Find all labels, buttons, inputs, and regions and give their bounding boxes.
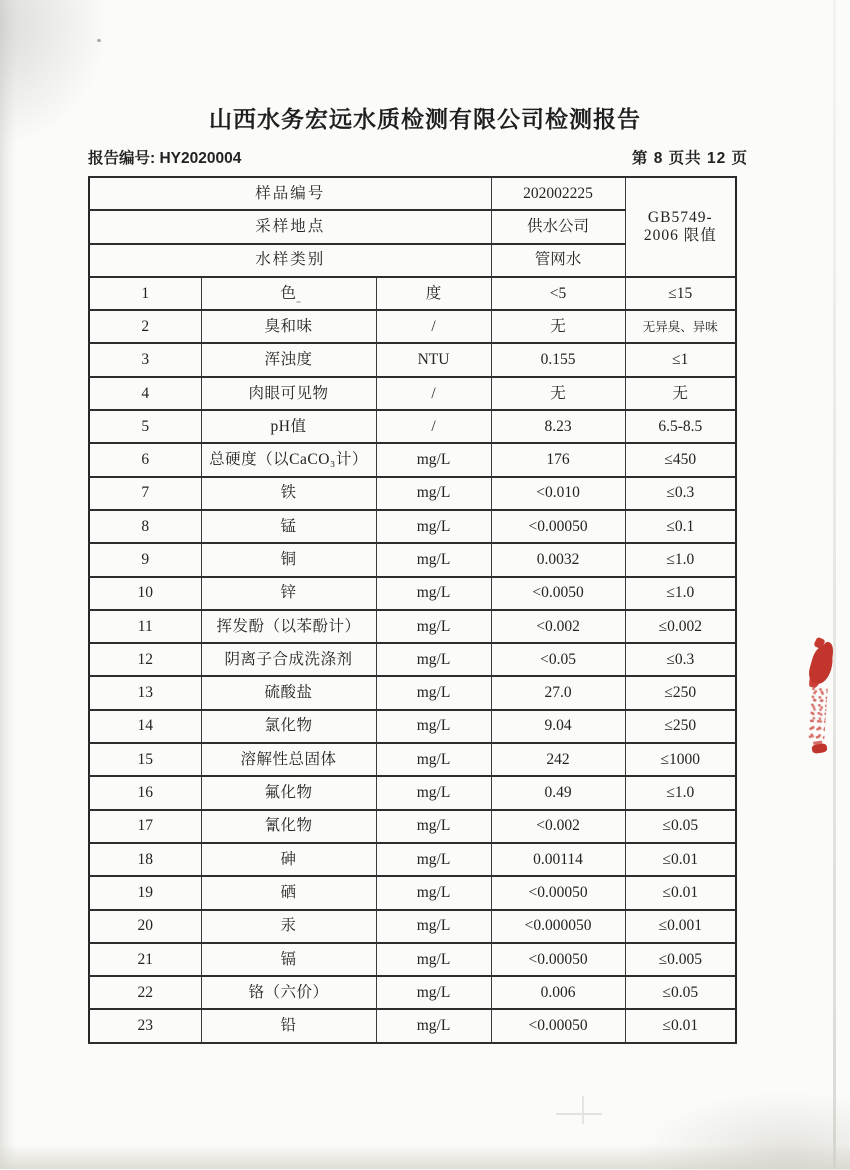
unit-value: mg/L bbox=[376, 943, 491, 976]
row-number: 13 bbox=[89, 676, 201, 709]
limit-value: ≤250 bbox=[625, 710, 736, 743]
red-seal-blob-top bbox=[806, 644, 837, 686]
parameter-name: 硒 bbox=[201, 876, 376, 909]
result-value: 0.00114 bbox=[491, 843, 625, 876]
sampling-site-value: 供水公司 bbox=[491, 210, 625, 243]
table-row bbox=[89, 377, 736, 410]
parameter-name: 锰 bbox=[201, 510, 376, 543]
limit-header-line1: GB5749- bbox=[647, 209, 713, 227]
table-row bbox=[89, 610, 736, 643]
red-seal-speckle bbox=[808, 688, 828, 741]
result-value: 无 bbox=[491, 310, 625, 343]
row-number: 10 bbox=[89, 577, 201, 610]
row-number: 22 bbox=[89, 976, 201, 1009]
parameter-name: 色 bbox=[201, 277, 376, 310]
limit-value: ≤0.05 bbox=[625, 976, 736, 1009]
result-value: <0.0050 bbox=[491, 577, 625, 610]
result-value: 176 bbox=[491, 443, 625, 476]
result-value: <0.002 bbox=[491, 610, 625, 643]
parameter-name: 氰化物 bbox=[201, 810, 376, 843]
limit-value: ≤15 bbox=[625, 277, 736, 310]
parameter-name: 铅 bbox=[201, 1009, 376, 1042]
parameter-name: 铁 bbox=[201, 477, 376, 510]
table-row bbox=[89, 577, 736, 610]
row-number: 20 bbox=[89, 910, 201, 943]
result-value: <0.05 bbox=[491, 643, 625, 676]
water-quality-results-table bbox=[88, 176, 737, 1044]
parameter-name: 铜 bbox=[201, 543, 376, 576]
table-row bbox=[89, 976, 736, 1009]
parameter-name: 砷 bbox=[201, 843, 376, 876]
row-number: 7 bbox=[89, 477, 201, 510]
limit-value: ≤1 bbox=[625, 343, 736, 376]
unit-value: / bbox=[376, 410, 491, 443]
limit-value: ≤0.3 bbox=[625, 643, 736, 676]
unit-value: 度 bbox=[376, 277, 491, 310]
limit-header-line2: 2006 限值 bbox=[643, 226, 717, 244]
unit-value: mg/L bbox=[376, 876, 491, 909]
table-row bbox=[89, 343, 736, 376]
table-row bbox=[89, 477, 736, 510]
limit-value: ≤0.001 bbox=[625, 910, 736, 943]
parameter-name: 汞 bbox=[201, 910, 376, 943]
parameter-name: 镉 bbox=[201, 943, 376, 976]
result-value: 8.23 bbox=[491, 410, 625, 443]
unit-value: / bbox=[376, 310, 491, 343]
table-row bbox=[89, 277, 736, 310]
parameter-name: 阴离子合成洗涤剂 bbox=[201, 643, 376, 676]
result-value: <0.000050 bbox=[491, 910, 625, 943]
limit-value: ≤250 bbox=[625, 676, 736, 709]
row-number: 18 bbox=[89, 843, 201, 876]
limit-value: ≤450 bbox=[625, 443, 736, 476]
table-row bbox=[89, 1009, 736, 1042]
parameter-name: 锌 bbox=[201, 577, 376, 610]
parameter-name: 肉眼可见物 bbox=[201, 377, 376, 410]
row-number: 6 bbox=[89, 443, 201, 476]
sample-id-value: 202002225 bbox=[491, 177, 625, 210]
unit-value: mg/L bbox=[376, 776, 491, 809]
unit-value: mg/L bbox=[376, 976, 491, 1009]
row-number: 21 bbox=[89, 943, 201, 976]
results-header bbox=[89, 177, 736, 277]
row-number: 5 bbox=[89, 410, 201, 443]
table-row bbox=[89, 443, 736, 476]
limit-value: 无 bbox=[625, 377, 736, 410]
table-row bbox=[89, 410, 736, 443]
parameter-name: 溶解性总固体 bbox=[201, 743, 376, 776]
unit-value: mg/L bbox=[376, 843, 491, 876]
scan-left-edge-shadow bbox=[0, 0, 16, 1169]
table-header-row bbox=[89, 177, 736, 210]
result-value: <0.00050 bbox=[491, 1009, 625, 1042]
unit-value: / bbox=[376, 377, 491, 410]
parameter-name: 挥发酚（以苯酚计） bbox=[201, 610, 376, 643]
scan-cross-artifact bbox=[556, 1096, 606, 1126]
table-row bbox=[89, 910, 736, 943]
parameter-name: 硫酸盐 bbox=[201, 676, 376, 709]
scan-cross-artifact-vertical bbox=[582, 1096, 584, 1124]
row-number: 4 bbox=[89, 377, 201, 410]
unit-value: mg/L bbox=[376, 910, 491, 943]
unit-value: mg/L bbox=[376, 610, 491, 643]
table-row bbox=[89, 876, 736, 909]
unit-value: NTU bbox=[376, 343, 491, 376]
table-row bbox=[89, 710, 736, 743]
red-seal-blob-bottom bbox=[811, 743, 827, 754]
table-row bbox=[89, 843, 736, 876]
report-title: 山西水务宏远水质检测有限公司检测报告 bbox=[209, 106, 641, 132]
page-indicator: 第 8 页共 12 页 bbox=[631, 150, 748, 167]
limit-value: ≤0.002 bbox=[625, 610, 736, 643]
row-number: 11 bbox=[89, 610, 201, 643]
row-number: 23 bbox=[89, 1009, 201, 1042]
result-value: <0.00050 bbox=[491, 943, 625, 976]
row-number: 12 bbox=[89, 643, 201, 676]
result-value: <0.002 bbox=[491, 810, 625, 843]
row-number: 17 bbox=[89, 810, 201, 843]
limit-value: 无异臭、异味 bbox=[625, 310, 736, 343]
limit-value: ≤0.01 bbox=[625, 876, 736, 909]
result-value: 242 bbox=[491, 743, 625, 776]
unit-value: mg/L bbox=[376, 676, 491, 709]
unit-value: mg/L bbox=[376, 710, 491, 743]
row-number: 1 bbox=[89, 277, 201, 310]
limit-value: ≤1.0 bbox=[625, 577, 736, 610]
table-row bbox=[89, 510, 736, 543]
row-number: 16 bbox=[89, 776, 201, 809]
unit-value: mg/L bbox=[376, 477, 491, 510]
unit-value: mg/L bbox=[376, 1009, 491, 1042]
limit-column-header bbox=[625, 177, 736, 277]
row-number: 19 bbox=[89, 876, 201, 909]
row-number: 15 bbox=[89, 743, 201, 776]
table-row bbox=[89, 743, 736, 776]
table-row bbox=[89, 776, 736, 809]
limit-value: ≤0.05 bbox=[625, 810, 736, 843]
limit-value: ≤0.005 bbox=[625, 943, 736, 976]
result-value: 0.006 bbox=[491, 976, 625, 1009]
limit-value: ≤1.0 bbox=[625, 776, 736, 809]
unit-value: mg/L bbox=[376, 510, 491, 543]
sampling-site-label: 采样地点 bbox=[89, 210, 491, 243]
parameter-name: pH值 bbox=[201, 410, 376, 443]
scan-bottomright-shadow bbox=[640, 1090, 850, 1170]
limit-value: ≤0.3 bbox=[625, 477, 736, 510]
result-value: <0.00050 bbox=[491, 510, 625, 543]
row-number: 9 bbox=[89, 543, 201, 576]
limit-value: ≤1000 bbox=[625, 743, 736, 776]
table-row bbox=[89, 310, 736, 343]
parameter-name: 总硬度（以CaCO₃计） bbox=[201, 443, 376, 476]
report-meta-row bbox=[88, 146, 748, 170]
result-value: <0.00050 bbox=[491, 876, 625, 909]
table-row bbox=[89, 543, 736, 576]
water-type-value: 管网水 bbox=[491, 244, 625, 277]
result-value: 27.0 bbox=[491, 676, 625, 709]
limit-value: ≤1.0 bbox=[625, 543, 736, 576]
limit-value: ≤0.01 bbox=[625, 1009, 736, 1042]
water-type-label: 水样类别 bbox=[89, 244, 491, 277]
table-row bbox=[89, 643, 736, 676]
scan-speck bbox=[97, 39, 101, 42]
scan-cross-artifact-horizontal bbox=[556, 1113, 602, 1115]
red-seal-fragment bbox=[804, 638, 838, 766]
limit-value: ≤0.1 bbox=[625, 510, 736, 543]
report-number: 报告编号: HY2020004 bbox=[88, 150, 242, 167]
unit-value: mg/L bbox=[376, 810, 491, 843]
unit-value: mg/L bbox=[376, 643, 491, 676]
result-value: 无 bbox=[491, 377, 625, 410]
result-value: 0.0032 bbox=[491, 543, 625, 576]
row-number: 8 bbox=[89, 510, 201, 543]
result-value: 9.04 bbox=[491, 710, 625, 743]
unit-value: mg/L bbox=[376, 543, 491, 576]
results-body bbox=[89, 277, 736, 1043]
parameter-name: 臭和味 bbox=[201, 310, 376, 343]
table-row bbox=[89, 676, 736, 709]
row-number: 2 bbox=[89, 310, 201, 343]
parameter-name: 铬（六价） bbox=[201, 976, 376, 1009]
table-row bbox=[89, 943, 736, 976]
result-value: <0.010 bbox=[491, 477, 625, 510]
unit-value: mg/L bbox=[376, 577, 491, 610]
unit-value: mg/L bbox=[376, 743, 491, 776]
result-value: 0.49 bbox=[491, 776, 625, 809]
table-row bbox=[89, 810, 736, 843]
unit-value: mg/L bbox=[376, 443, 491, 476]
row-number: 3 bbox=[89, 343, 201, 376]
sample-id-label: 样品编号 bbox=[89, 177, 491, 210]
parameter-name: 浑浊度 bbox=[201, 343, 376, 376]
scan-right-edge-line bbox=[833, 0, 836, 1169]
limit-value: 6.5-8.5 bbox=[625, 410, 736, 443]
row-number: 14 bbox=[89, 710, 201, 743]
result-value: <5 bbox=[491, 277, 625, 310]
result-value: 0.155 bbox=[491, 343, 625, 376]
parameter-name: 氟化物 bbox=[201, 776, 376, 809]
parameter-name: 氯化物 bbox=[201, 710, 376, 743]
limit-value: ≤0.01 bbox=[625, 843, 736, 876]
